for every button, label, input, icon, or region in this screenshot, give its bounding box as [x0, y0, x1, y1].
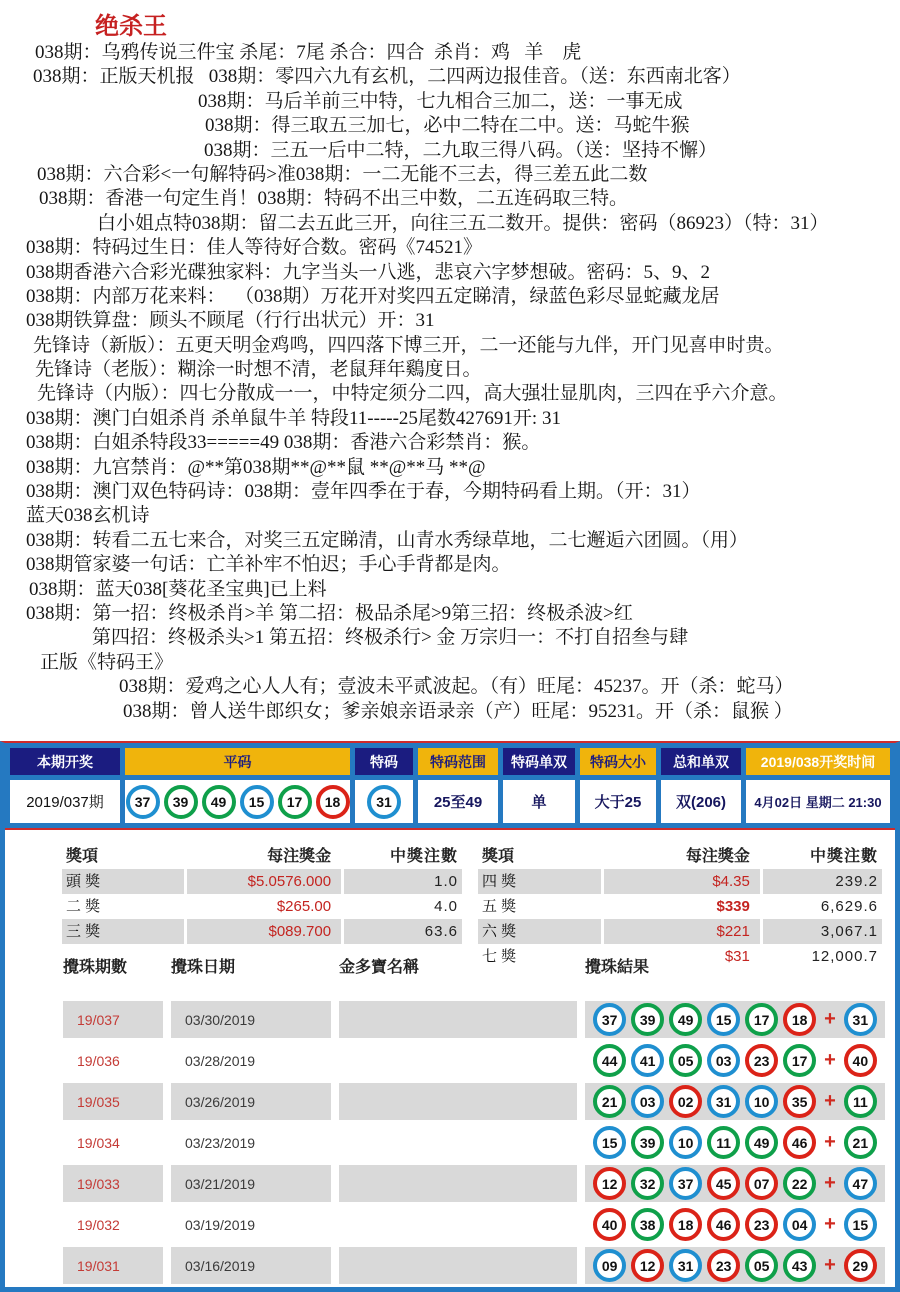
history-date: 03/19/2019 [185, 1216, 256, 1233]
history-jackpot-name [339, 1206, 577, 1243]
prize-row [62, 894, 465, 919]
lottery-ball-red: 12 [631, 1249, 664, 1282]
plus-sign: + [824, 1090, 836, 1112]
prize-table-right [478, 844, 885, 969]
prize-name: 五 獎 [478, 894, 604, 919]
current-draw-col-header: 2019/038开奖时间 [746, 748, 890, 775]
prize-row [62, 919, 465, 944]
prize-name: 三 獎 [62, 919, 187, 944]
current-period: 2019/037期 [10, 780, 120, 823]
prize-amount: $339 [604, 894, 763, 919]
current-draw-col-header: 特码 [355, 748, 413, 775]
prize-name: 二 獎 [62, 894, 187, 919]
current-draw-header-row [10, 748, 890, 775]
tip-line: 038期：曾人送牛郎织女；爹亲娘亲语录亲（产）旺尾：95231。开（杀：鼠猴 ） [123, 700, 793, 722]
tip-line: 038期：内部万花来料： （038期）万花开对奖四五定睇清，绿蓝色彩尽显蛇藏龙居 [26, 285, 720, 307]
history-result-balls [585, 1001, 885, 1038]
history-row [5, 1001, 895, 1038]
history-date: 03/23/2019 [185, 1134, 256, 1151]
prize-col-count: 中獎注數 [763, 844, 885, 869]
tip-line: 038期：白姐杀特段33=====49 038期：香港六合彩禁肖：猴。 [26, 432, 541, 454]
current-draw-data-row [10, 780, 890, 823]
regular-numbers-cell [125, 780, 350, 823]
plus-sign: + [824, 1008, 836, 1030]
lottery-ball-red: 18 [669, 1208, 702, 1241]
lottery-ball-blue: 37 [593, 1003, 626, 1036]
history-result-balls [585, 1247, 885, 1284]
history-period: 19/031 [63, 1247, 163, 1284]
tip-line: 038期：得三取五三加七，必中二特在二中。送：马蛇牛猴 [205, 115, 690, 137]
history-period: 19/037 [63, 1001, 163, 1038]
lottery-ball-blue: 10 [745, 1085, 778, 1118]
current-draw-col-header: 特码范围 [418, 748, 498, 775]
tip-line: 038期：澳门白姐杀肖 杀单鼠牛羊 特段11-----25尾数427691开: 31 [26, 407, 561, 429]
history-date: 03/21/2019 [171, 1165, 331, 1202]
lottery-ball-blue: 15 [240, 785, 274, 819]
lottery-ball-green: 17 [745, 1003, 778, 1036]
lottery-ball-blue: 31 [707, 1085, 740, 1118]
history-rows [5, 1001, 895, 1284]
lottery-ball-green: 05 [669, 1044, 702, 1077]
history-col-header: 攪珠日期 [171, 959, 236, 976]
prize-row [478, 869, 885, 894]
history-period: 19/036 [77, 1052, 120, 1069]
tip-line: 蓝天038玄机诗 [26, 505, 150, 527]
prize-amount: $089.700 [187, 919, 344, 944]
tip-line: 先锋诗（新版）：五更天明金鸡鸣，四四落下博三开，二一还能与九伴，开门见喜申时贵。 [33, 334, 784, 356]
history-period: 19/034 [77, 1134, 120, 1151]
prize-name: 頭 獎 [62, 869, 187, 894]
tip-line: 038期：第一招：终极杀肖>羊 第二招：极品杀尾>9第三招：终极杀波>红 [26, 602, 633, 624]
history-jackpot-name [339, 1165, 577, 1202]
tip-lines-section [0, 41, 900, 724]
prize-header-row [478, 844, 885, 869]
prize-count: 12,000.7 [763, 944, 885, 969]
history-col-header: 攪珠結果 [585, 959, 650, 976]
lottery-ball-green: 38 [631, 1208, 664, 1241]
plus-sign: + [824, 1254, 836, 1276]
tip-line: 白小姐点特038期：留二去五此三开，向往三五二数开。提供：密码（86923）（特：31） [97, 212, 829, 234]
plus-sign: + [824, 1213, 836, 1235]
lottery-ball-green: 11 [707, 1126, 740, 1159]
history-result-balls [585, 1042, 885, 1079]
prize-count: 4.0 [344, 894, 465, 919]
lottery-ball-blue: 41 [631, 1044, 664, 1077]
prize-amount: $5.0576.000 [187, 869, 344, 894]
prize-col-name: 獎項 [62, 844, 187, 869]
lottery-ball-green: 21 [593, 1085, 626, 1118]
special-range: 25至49 [418, 780, 498, 823]
next-draw-time: 4月02日 星期二 21:30 [746, 780, 890, 823]
prize-count: 3,067.1 [763, 919, 885, 944]
history-period: 19/033 [63, 1165, 163, 1202]
prize-count: 239.2 [763, 869, 885, 894]
prize-name: 六 獎 [478, 919, 604, 944]
lottery-ball-red: 18 [783, 1003, 816, 1036]
lottery-ball-blue: 15 [844, 1208, 877, 1241]
history-row [5, 1083, 895, 1120]
page-title: 绝杀王 [95, 14, 167, 40]
tip-line: 038期管家婆一句话：亡羊补牢不怕迟；手心手背都是肉。 [26, 554, 511, 576]
lottery-ball-red: 23 [745, 1044, 778, 1077]
lottery-ball-red: 29 [844, 1249, 877, 1282]
prize-row [478, 919, 885, 944]
lottery-ball-red: 45 [707, 1167, 740, 1200]
tip-line: 038期：三五一后中二特，二九取三得八码。（送：坚持不懈） [204, 139, 718, 161]
lottery-ball-red: 18 [316, 785, 350, 819]
lottery-ball-blue: 31 [367, 785, 401, 819]
prize-tables [5, 844, 895, 969]
tip-line: 038期：蓝天038[葵花圣宝典]已上料 [29, 578, 327, 600]
lottery-ball-blue: 03 [631, 1085, 664, 1118]
current-draw-table [5, 743, 895, 830]
lottery-ball-green: 39 [631, 1003, 664, 1036]
history-col-header: 攪珠期數 [63, 959, 128, 976]
prize-row [62, 869, 465, 894]
lottery-ball-red: 40 [844, 1044, 877, 1077]
prize-header-row [62, 844, 465, 869]
tip-line: 038期：转看二五七来合，对奖三五定睇清，山青水秀绿草地，二七邂逅六团圆。（用） [26, 529, 749, 551]
lottery-ball-red: 46 [707, 1208, 740, 1241]
history-result-balls [585, 1124, 885, 1161]
history-jackpot-name [339, 1083, 577, 1120]
current-draw-col-header: 特码大小 [580, 748, 656, 775]
prize-amount: $31 [604, 944, 763, 969]
prize-amount: $221 [604, 919, 763, 944]
history-jackpot-name [339, 1001, 577, 1038]
lottery-ball-red: 12 [593, 1167, 626, 1200]
lottery-ball-blue: 47 [844, 1167, 877, 1200]
prize-col-amount: 每注獎金 [187, 844, 344, 869]
lottery-ball-blue: 31 [669, 1249, 702, 1282]
prize-amount: $4.35 [604, 869, 763, 894]
tip-line: 038期：乌鸦传说三件宝 杀尾：7尾 杀合：四合 杀肖：鸡 羊 虎 [35, 42, 582, 63]
lottery-ball-green: 49 [669, 1003, 702, 1036]
tip-line: 038期：九宫禁肖：@**第038期**@**鼠 **@**马 **@ [26, 456, 486, 478]
tip-line: 先锋诗（老版）：糊涂一时想不清，老鼠拜年鷄度日。 [35, 359, 482, 381]
history-period: 19/035 [63, 1083, 163, 1120]
lottery-ball-green: 49 [745, 1126, 778, 1159]
tip-line: 038期：澳门双色特码诗：038期：壹年四季在于春，今期特码看上期。（开：31） [26, 481, 701, 503]
prize-amount: $265.00 [187, 894, 344, 919]
tip-line: 038期：马后羊前三中特，七九相合三加二，送：一事无成 [198, 90, 683, 112]
prize-name: 七 獎 [478, 944, 604, 969]
tip-line: 038期：正版天机报 038期：零四六九有玄机，二四两边报佳音。（送：东西南北客） [33, 66, 741, 88]
history-row [5, 1042, 895, 1079]
tip-line: 038期铁算盘：顾头不顾尾（行行出状元）开：31 [26, 310, 435, 332]
lottery-ball-green: 05 [745, 1249, 778, 1282]
lottery-ball-blue: 15 [707, 1003, 740, 1036]
lottery-ball-green: 49 [202, 785, 236, 819]
prize-table-left [62, 844, 465, 969]
lottery-ball-red: 02 [669, 1085, 702, 1118]
special-odd-even: 单 [503, 780, 575, 823]
prize-row [478, 894, 885, 919]
regular-numbers [125, 785, 350, 819]
history-header-row [5, 953, 895, 983]
prize-col-name: 獎項 [478, 844, 604, 869]
lottery-ball-red: 35 [783, 1085, 816, 1118]
lottery-ball-green: 17 [783, 1044, 816, 1077]
history-date: 03/30/2019 [171, 1001, 331, 1038]
lottery-ball-blue: 37 [126, 785, 160, 819]
current-draw-col-header: 总和单双 [661, 748, 741, 775]
lottery-ball-green: 44 [593, 1044, 626, 1077]
current-draw-col-header: 本期开奖 [10, 748, 120, 775]
history-row [5, 1206, 895, 1243]
lottery-ball-green: 39 [164, 785, 198, 819]
tip-line: 038期：香港一句定生肖！038期：特码不出三中数，二五连码取三特。 [39, 188, 629, 210]
tip-line: 038期：特码过生日：佳人等待好合数。密码《74521》 [26, 237, 483, 259]
prize-count: 6,629.6 [763, 894, 885, 919]
history-date: 03/26/2019 [171, 1083, 331, 1120]
prize-col-amount: 每注獎金 [604, 844, 763, 869]
history-date: 03/16/2019 [171, 1247, 331, 1284]
lottery-ball-blue: 15 [593, 1126, 626, 1159]
prize-count: 1.0 [344, 869, 465, 894]
lottery-ball-blue: 04 [783, 1208, 816, 1241]
lottery-ball-green: 11 [844, 1085, 877, 1118]
current-draw-col-header: 特码单双 [503, 748, 575, 775]
lottery-ball-blue: 03 [707, 1044, 740, 1077]
draw-history-table [5, 953, 895, 1288]
history-result-balls [585, 1206, 885, 1243]
tip-line: 038期：爱鸡之心人人有；壹波未平贰波起。（有）旺尾：45237。开（杀：蛇马） [119, 676, 794, 698]
prize-count: 63.6 [344, 919, 465, 944]
history-jackpot-name [339, 1124, 577, 1161]
tip-line: 038期：六合彩<一句解特码>准038期：一二无能不三去，得三差五此二数 [37, 163, 648, 185]
plus-sign: + [824, 1172, 836, 1194]
lottery-panel [0, 741, 900, 1292]
history-jackpot-name [339, 1042, 577, 1079]
lottery-ball-red: 46 [783, 1126, 816, 1159]
lottery-ball-red: 40 [593, 1208, 626, 1241]
plus-sign: + [824, 1049, 836, 1071]
lottery-ball-green: 39 [631, 1126, 664, 1159]
lottery-ball-blue: 09 [593, 1249, 626, 1282]
history-jackpot-name [339, 1247, 577, 1284]
special-size: 大于25 [580, 780, 656, 823]
history-result-balls [585, 1083, 885, 1120]
lottery-ball-green: 17 [278, 785, 312, 819]
history-col-header: 金多寶名稱 [339, 959, 420, 976]
lottery-ball-red: 07 [745, 1167, 778, 1200]
plus-sign: + [824, 1131, 836, 1153]
lottery-ball-green: 21 [844, 1126, 877, 1159]
tip-line: 先锋诗（内版）：四七分散成一一，中特定须分二四，高大强壮显肌肉，三四在乎六介意。 [37, 383, 788, 405]
history-result-balls [585, 1165, 885, 1202]
lottery-ball-red: 23 [707, 1249, 740, 1282]
history-row [5, 1165, 895, 1202]
lottery-ball-blue: 37 [669, 1167, 702, 1200]
history-period: 19/032 [77, 1216, 120, 1233]
prize-col-count: 中獎注數 [344, 844, 465, 869]
lottery-ball-red: 23 [745, 1208, 778, 1241]
special-number-cell [355, 780, 413, 823]
lottery-ball-blue: 31 [844, 1003, 877, 1036]
lottery-ball-green: 43 [783, 1249, 816, 1282]
tip-line: 第四招：终极杀头>1 第五招：终极杀行> 金 万宗归一：不打自招叁与肆 [92, 627, 689, 649]
tip-line: 正版《特码王》 [40, 651, 174, 673]
lottery-ball-green: 22 [783, 1167, 816, 1200]
current-draw-col-header: 平码 [125, 748, 350, 775]
history-row [5, 1247, 895, 1284]
history-row [5, 1124, 895, 1161]
tip-line: 038期香港六合彩光碟独家料：九字当头一八逃，悲哀六字梦想破。密码：5、9、2 [26, 261, 711, 283]
prize-name: 四 獎 [478, 869, 604, 894]
history-date: 03/28/2019 [185, 1052, 256, 1069]
lottery-ball-green: 32 [631, 1167, 664, 1200]
lottery-ball-blue: 10 [669, 1126, 702, 1159]
sum-odd-even: 双(206) [661, 780, 741, 823]
